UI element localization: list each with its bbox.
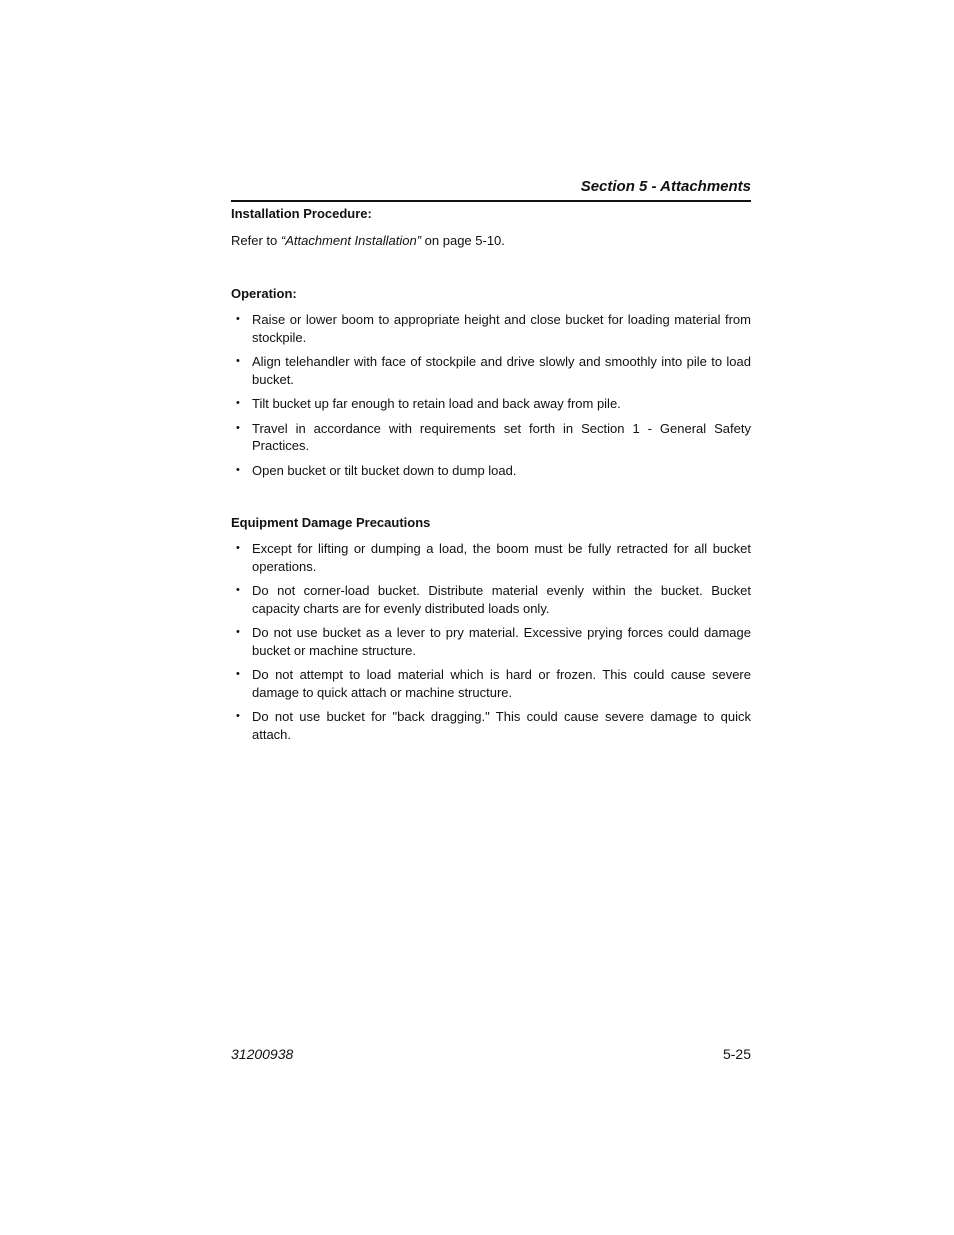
bullet-icon: •: [236, 397, 240, 409]
bullet-icon: •: [236, 355, 240, 367]
bullet-icon: •: [236, 421, 240, 434]
page-number: 5-25: [722, 1046, 751, 1062]
list-item-text: Align telehandler with face of stockpile and drive slowly and smoothly into pile to load bucket.: [252, 354, 751, 387]
list-item-text: Raise or lower boom to appropriate height and close bucket for loading material from stockpile.: [252, 312, 751, 345]
precautions-list: [231, 540, 751, 750]
list-item-text: Tilt bucket up far enough to retain load and back away from pile.: [252, 396, 621, 411]
installation-heading: Installation Procedure:: [231, 206, 372, 221]
document-number: 31200938: [231, 1046, 294, 1062]
operation-list: [231, 311, 751, 486]
installation-text: [231, 232, 751, 250]
installation-text-suffix: on page 5-10.: [421, 233, 505, 248]
list-item-text: Do not use bucket as a lever to pry material. Excessive prying forces could damage bucket or machine structure.: [252, 625, 751, 658]
list-item-text: Open bucket or tilt bucket down to dump load.: [252, 462, 517, 478]
list-item: [231, 708, 751, 743]
installation-text-prefix: Refer to: [231, 233, 281, 248]
list-item: [231, 666, 751, 701]
header-divider: [231, 200, 751, 202]
bullet-icon: •: [236, 584, 240, 596]
bullet-icon: •: [236, 626, 240, 638]
operation-heading: Operation:: [231, 286, 297, 301]
bullet-icon: •: [236, 542, 240, 554]
installation-reference: “Attachment Installation”: [280, 233, 422, 248]
list-item: [231, 395, 751, 413]
list-item-text: Do not use bucket for "back dragging." This could cause severe damage to quick attach.: [252, 709, 751, 742]
list-item-text: Travel in accordance with requirements set forth in Section 1 - General Safety Practices.: [252, 420, 751, 453]
list-item: [231, 420, 751, 455]
list-item-text: Except for lifting or dumping a load, the boom must be fully retracted for all bucket operations.: [252, 541, 751, 574]
bullet-icon: •: [236, 710, 240, 722]
bullet-icon: •: [236, 668, 240, 680]
list-item: [231, 462, 751, 480]
list-item-text: Do not corner-load bucket. Distribute material evenly within the bucket. Bucket capacity charts are for evenly distributed loads only.: [252, 583, 751, 616]
bullet-icon: •: [236, 313, 240, 325]
list-item-text: Do not attempt to load material which is hard or frozen. This could cause severe damage to quick attach or machine structure.: [252, 667, 751, 700]
list-item: [231, 353, 751, 388]
list-item: [231, 582, 751, 617]
list-item: [231, 624, 751, 659]
precautions-heading: Equipment Damage Precautions: [231, 515, 431, 530]
bullet-icon: •: [236, 463, 240, 476]
list-item: [231, 540, 751, 575]
list-item: [231, 311, 751, 346]
section-title: Section 5 - Attachments: [580, 178, 751, 195]
